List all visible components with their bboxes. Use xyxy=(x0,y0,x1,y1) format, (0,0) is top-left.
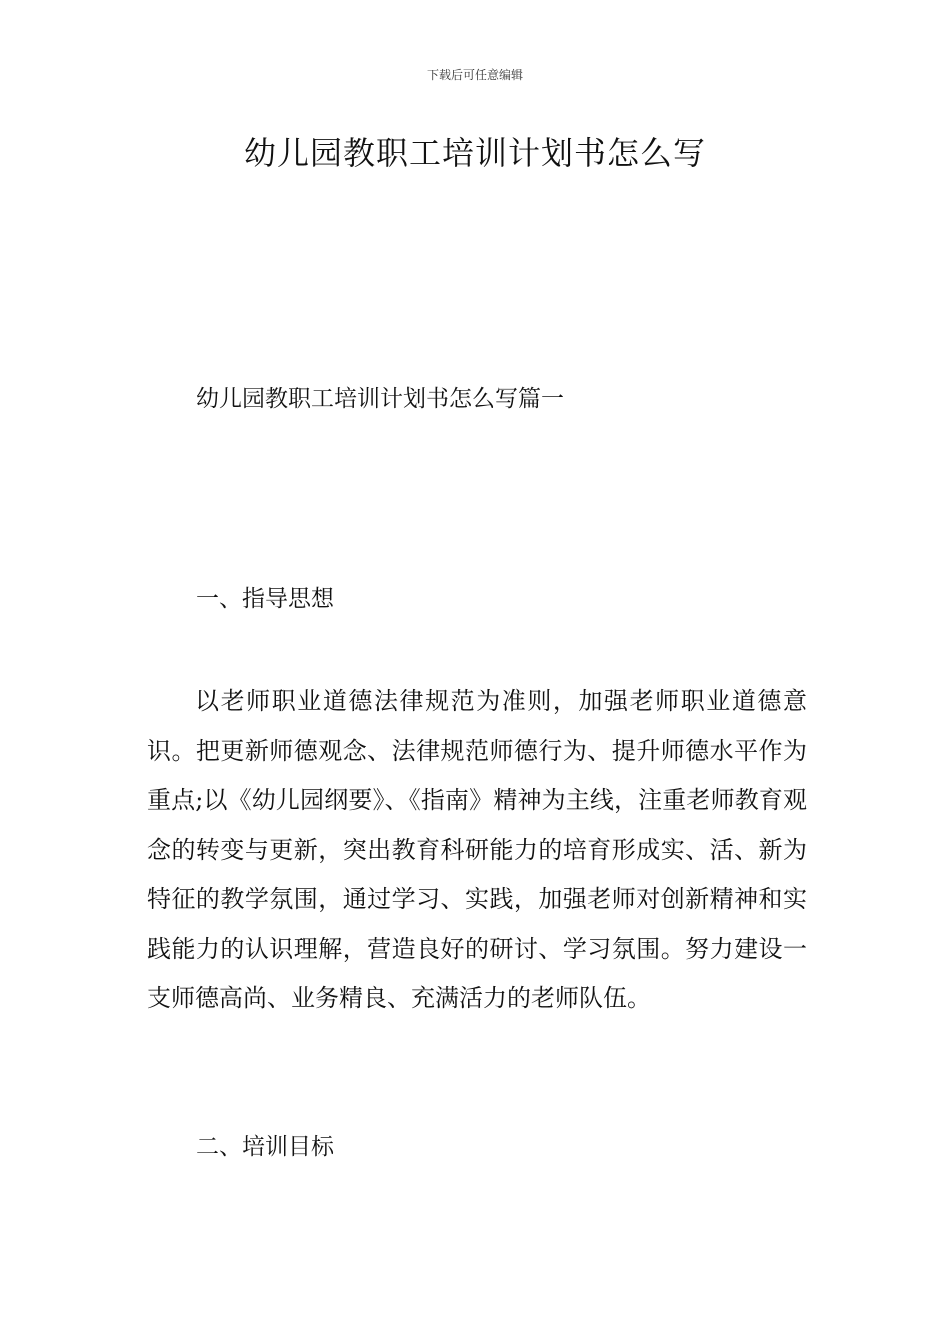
document-title: 幼儿园教职工培训计划书怎么写 xyxy=(243,134,706,172)
article-subtitle: 幼儿园教职工培训计划书怎么写篇一 xyxy=(196,386,564,412)
section-paragraph: 以老师职业道德法律规范为准则，加强老师职业道德意识。把更新师德观念、法律规范师德行为、提升师德水平作为重点;以《幼儿园纲要》、《指南》精神为主线，注重老师教育观念的转变与更新，突出教育科研能力的培育形成实、活、新为特征的教学氛围，通过学习、实践，加强老师对创新精神和实践能力的认识理解，营造良好的研讨、学习氛围。努力建设一支师德高尚、业务精良、充满活力的老师队伍。 xyxy=(147,687,807,1012)
section-heading-training-goals: 二、培训目标 xyxy=(196,1134,334,1160)
download-note: 下载后可任意编辑 xyxy=(426,68,523,82)
section-heading-guiding-ideology: 一、指导思想 xyxy=(196,586,334,612)
